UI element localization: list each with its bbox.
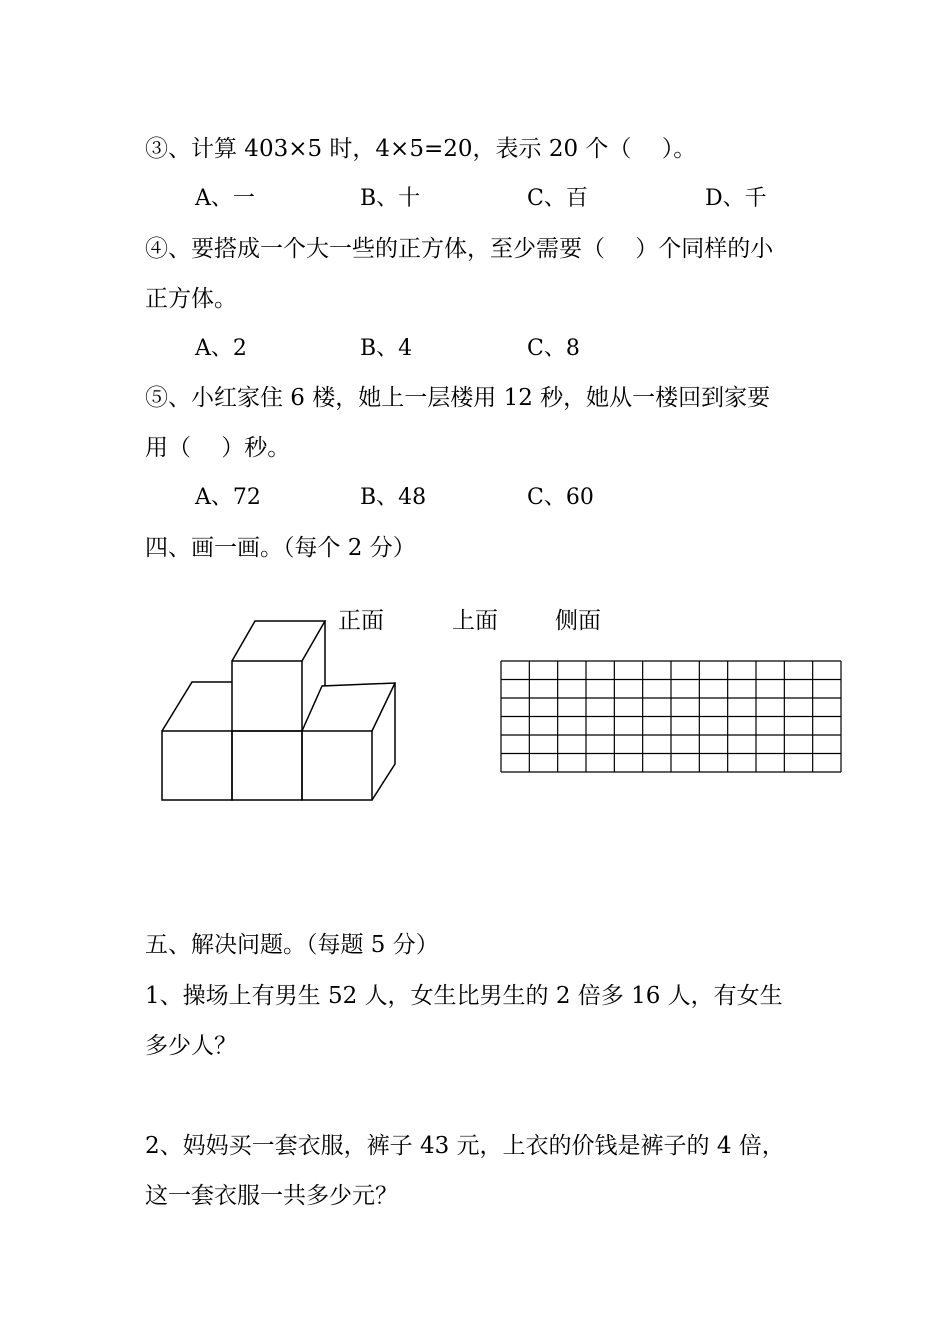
q3-option-d: D、千 [705, 186, 767, 211]
q4-stem-line2: 正方体。 [145, 286, 237, 312]
section4-title: 四、画一画。（每个 2 分） [145, 535, 416, 561]
q5-stem-line1: ⑤、小红家住 6 楼，她上一层楼用 12 秒，她从一楼回到家要 [145, 385, 771, 411]
view-label-front: 正面 [338, 608, 384, 634]
q5-option-a: A、72 [195, 485, 261, 510]
q4-option-c: C、8 [527, 336, 580, 361]
section5-title: 五、解决问题。（每题 5 分） [145, 932, 439, 958]
problem2-line2: 这一套衣服一共多少元？ [145, 1183, 398, 1209]
q5-option-b: B、48 [360, 485, 427, 510]
q5-option-c: C、60 [527, 485, 594, 510]
q4-stem-line1: ④、要搭成一个大一些的正方体，至少需要（ ）个同样的小 [145, 236, 774, 262]
q3-option-c: C、百 [527, 186, 588, 211]
q3-option-b: B、十 [360, 186, 421, 211]
problem1-line2: 多少人？ [145, 1033, 237, 1059]
problem1-line1: 1、操场上有男生 52 人，女生比男生的 2 倍多 16 人，有女生 [145, 983, 783, 1009]
q5-stem-line2: 用（ ）秒。 [145, 435, 291, 461]
view-label-side: 侧面 [555, 608, 601, 634]
view-label-top: 上面 [452, 608, 498, 634]
q3-stem: ③、计算 403×5 时，4×5=20，表示 20 个（ ）。 [145, 136, 697, 162]
q3-option-a: A、一 [195, 186, 255, 211]
q4-option-a: A、2 [195, 336, 247, 361]
q4-option-b: B、4 [360, 336, 413, 361]
problem2-line1: 2、妈妈买一套衣服，裤子 43 元，上衣的价钱是裤子的 4 倍， [145, 1133, 785, 1159]
